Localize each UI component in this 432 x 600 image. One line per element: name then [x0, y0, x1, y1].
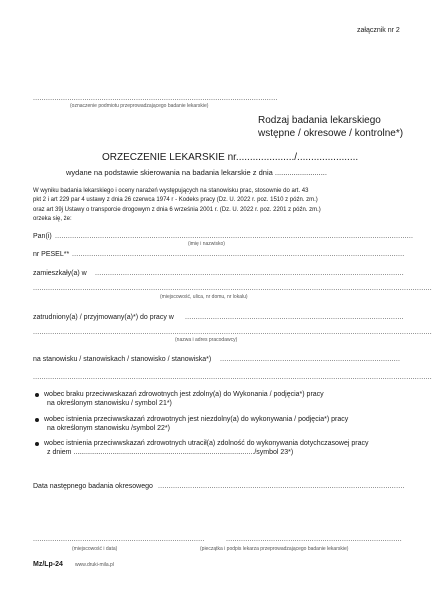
employer-field-2[interactable]: .......................................................................................................................................................................................... [33, 329, 432, 336]
option-fit[interactable] [44, 390, 324, 408]
address-field-1[interactable]: ................................................................................................................................................ [95, 270, 404, 277]
intro-line: W wyniku badania lekarskiego i oceny narażeń występujących na stanowisku prac, stosownie do art. 43 [33, 188, 309, 194]
option-fit-line2: na określonym stanowisku / symbol 21*) [47, 400, 172, 407]
document-subtitle: wydane na podstawie skierowania na badania lekarskie z dnia ......................... [66, 168, 327, 177]
intro-line: oraz art 39j Ustawy o transporcie drogowym z dnia 6 września 2001 r. (Dz. U. 2022 r. poz. 2201 z późn. zm.) [33, 206, 321, 213]
name-caption: (imię i nazwisko) [188, 241, 225, 247]
option-unfit-line1: wobec istnienia przeciwwskazań zdrowotnych jest niezdolny(a) do wykonywania / podjęcia*) pracy [44, 416, 349, 423]
option-fit-line1: wobec braku przeciwwskazań zdrowotnych jest zdolny(a) do Wykonania / podjęcia*) pracy [44, 391, 324, 398]
address-caption: (miejscowość, ulica, nr domu, nr lokalu) [160, 294, 248, 300]
employer-field-1[interactable]: ...................................................................................................... [185, 314, 404, 321]
position-field-1[interactable]: .................................................................................... [220, 356, 401, 363]
option-lost-line2: z dniem ............................................................................................./symbol 23*) [47, 449, 294, 456]
form-code: Mz/Lp-24 [33, 561, 63, 568]
stamp-caption: (pieczątka i podpis lekarza przeprowadzającego badanie lekarskie) [200, 546, 349, 552]
bullet-icon [35, 442, 39, 446]
intro-paragraph [33, 187, 321, 224]
name-label: Pan(i) [33, 233, 52, 240]
address-label: zamieszkały(a) w [33, 270, 87, 277]
place-date-field[interactable]: ................................................................................ [33, 536, 205, 543]
place-date-caption: (miejscowość i data) [72, 546, 118, 552]
option-unfit[interactable] [44, 415, 348, 433]
next-exam-field[interactable]: ................................................................................................................... [158, 483, 405, 490]
intro-line: pkt 2 i art 229 par 4 ustawy z dnia 26 czerwca 1974 r - Kodeks pracy (Dz. U. 2022 r. poz. 1510 z późn. zm.) [33, 197, 318, 204]
stamp-field[interactable]: .................................................................................. [226, 536, 402, 543]
issuer-field[interactable]: .................................................................................................................. [33, 95, 278, 102]
option-lost-ability[interactable] [44, 439, 368, 457]
position-label: na stanowisku / stanowiskach / stanowisko / stanowiska*) [33, 356, 212, 363]
document-title: ORZECZENIE LEKARSKIE nr...................../...................... [102, 152, 359, 163]
option-lost-line1: wobec istnienia przeciwwskazań zdrowotnych utracił(a) zdolność do wykonywania dotychczasowej pracy [44, 440, 369, 447]
employed-label: zatrudniony(a) / przyjmowany(a)*) do pracy w [33, 314, 174, 321]
bullet-icon [35, 393, 39, 397]
employer-caption: (nazwa i adres pracodawcy) [175, 337, 238, 343]
address-field-2[interactable]: .......................................................................................................................................................................................... [33, 285, 432, 292]
intro-line: orzeka się, że: [33, 215, 72, 222]
website-link[interactable]: www.druki-mila.pl [75, 562, 114, 568]
position-field-2[interactable]: .......................................................................................................................................................................................... [33, 374, 432, 381]
next-exam-label: Data następnego badania okresowego [33, 483, 153, 490]
annex-label: załącznik nr 2 [357, 27, 400, 34]
exam-type-block [258, 114, 403, 140]
exam-type-line1: Rodzaj badania lekarskiego [258, 115, 381, 126]
issuer-caption: (oznaczenie podmiotu przeprowadzającego badanie lekarskie) [70, 103, 209, 109]
pesel-field[interactable]: ........................................................................................................................................................... [72, 251, 405, 258]
bullet-icon [35, 418, 39, 422]
name-field[interactable]: ....................................................................................................................................................................... [55, 233, 414, 240]
option-unfit-line2: na określonym stanowisku /symbol 22*) [47, 425, 170, 432]
exam-type-options[interactable]: wstępne / okresowe / kontrolne*) [258, 128, 404, 139]
pesel-label: nr PESEL** [33, 251, 70, 258]
